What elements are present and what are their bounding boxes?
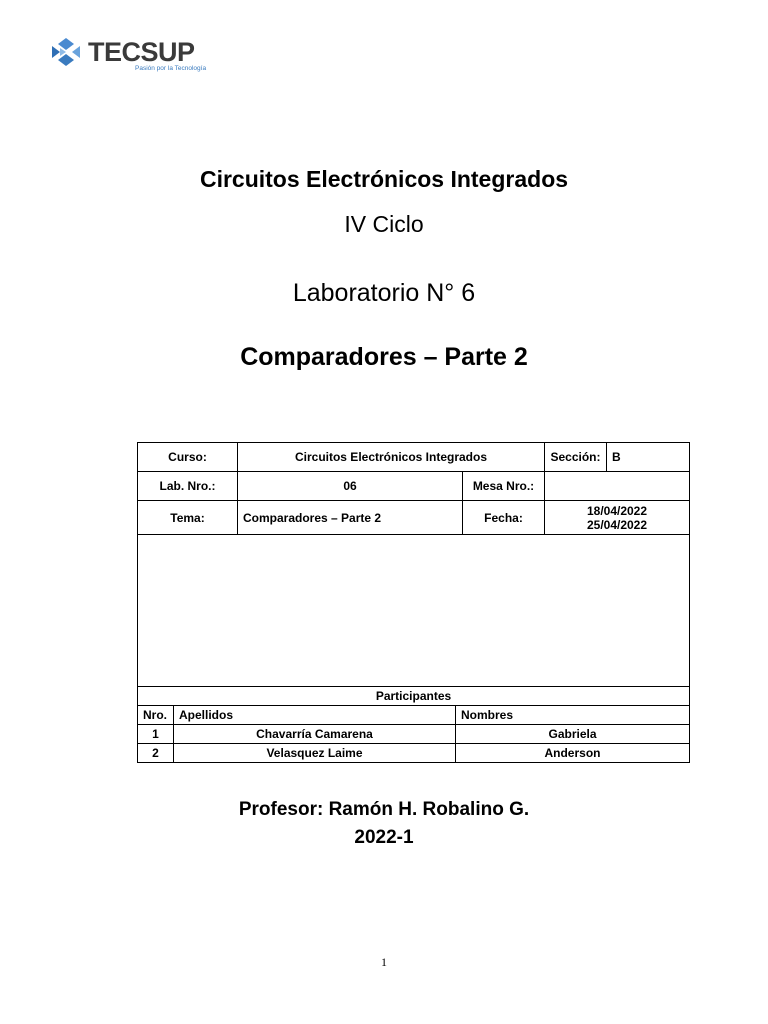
professor-name: Profesor: Ramón H. Robalino G.: [238, 799, 530, 820]
participant-nro: 2: [152, 746, 159, 760]
participant-names: Gabriela: [548, 727, 597, 741]
info-table: [137, 442, 690, 763]
page-number: 1: [381, 955, 387, 969]
table-number-value: [545, 472, 689, 500]
table-number-label: Mesa Nro.:: [472, 479, 535, 493]
topic-value: Comparadores – Parte 2: [243, 510, 382, 525]
participants-heading: Participantes: [375, 689, 452, 703]
col-surnames-header: Apellidos: [179, 708, 234, 722]
date-values: [545, 501, 689, 534]
tecsup-logo-icon: [48, 36, 84, 70]
section-label: Sección:: [550, 450, 601, 464]
section-value: B: [612, 450, 621, 464]
participant-names: Anderson: [544, 746, 601, 760]
participant-surnames: Chavarría Camarena: [256, 727, 373, 741]
participant-nro: 1: [152, 727, 159, 741]
lab-value: 06: [343, 479, 357, 493]
course-value: Circuitos Electrónicos Integrados: [294, 450, 488, 464]
date-1: 18/04/2022: [586, 503, 648, 518]
tecsup-logo: [48, 36, 218, 78]
course-label: Curso:: [168, 450, 207, 464]
lab-label: Lab. Nro.:: [159, 479, 216, 493]
participant-surnames: Velasquez Laime: [266, 746, 363, 760]
col-nro-header: Nro.: [143, 708, 167, 722]
col-names-header: Nombres: [461, 708, 514, 722]
cycle-title: IV Ciclo: [344, 211, 424, 237]
term: 2022-1: [354, 827, 414, 848]
topic-label: Tema:: [170, 510, 205, 525]
course-title: Circuitos Electrónicos Integrados: [199, 166, 569, 192]
lab-title: Laboratorio N° 6: [292, 279, 476, 307]
table-rule: [138, 534, 689, 535]
date-2: 25/04/2022: [586, 517, 648, 532]
topic-title: Comparadores – Parte 2: [240, 343, 528, 371]
logo-wordmark: TECSUP: [88, 37, 195, 67]
date-label: Fecha:: [484, 510, 523, 525]
logo-slogan: Pasión por la Tecnología: [135, 65, 207, 72]
